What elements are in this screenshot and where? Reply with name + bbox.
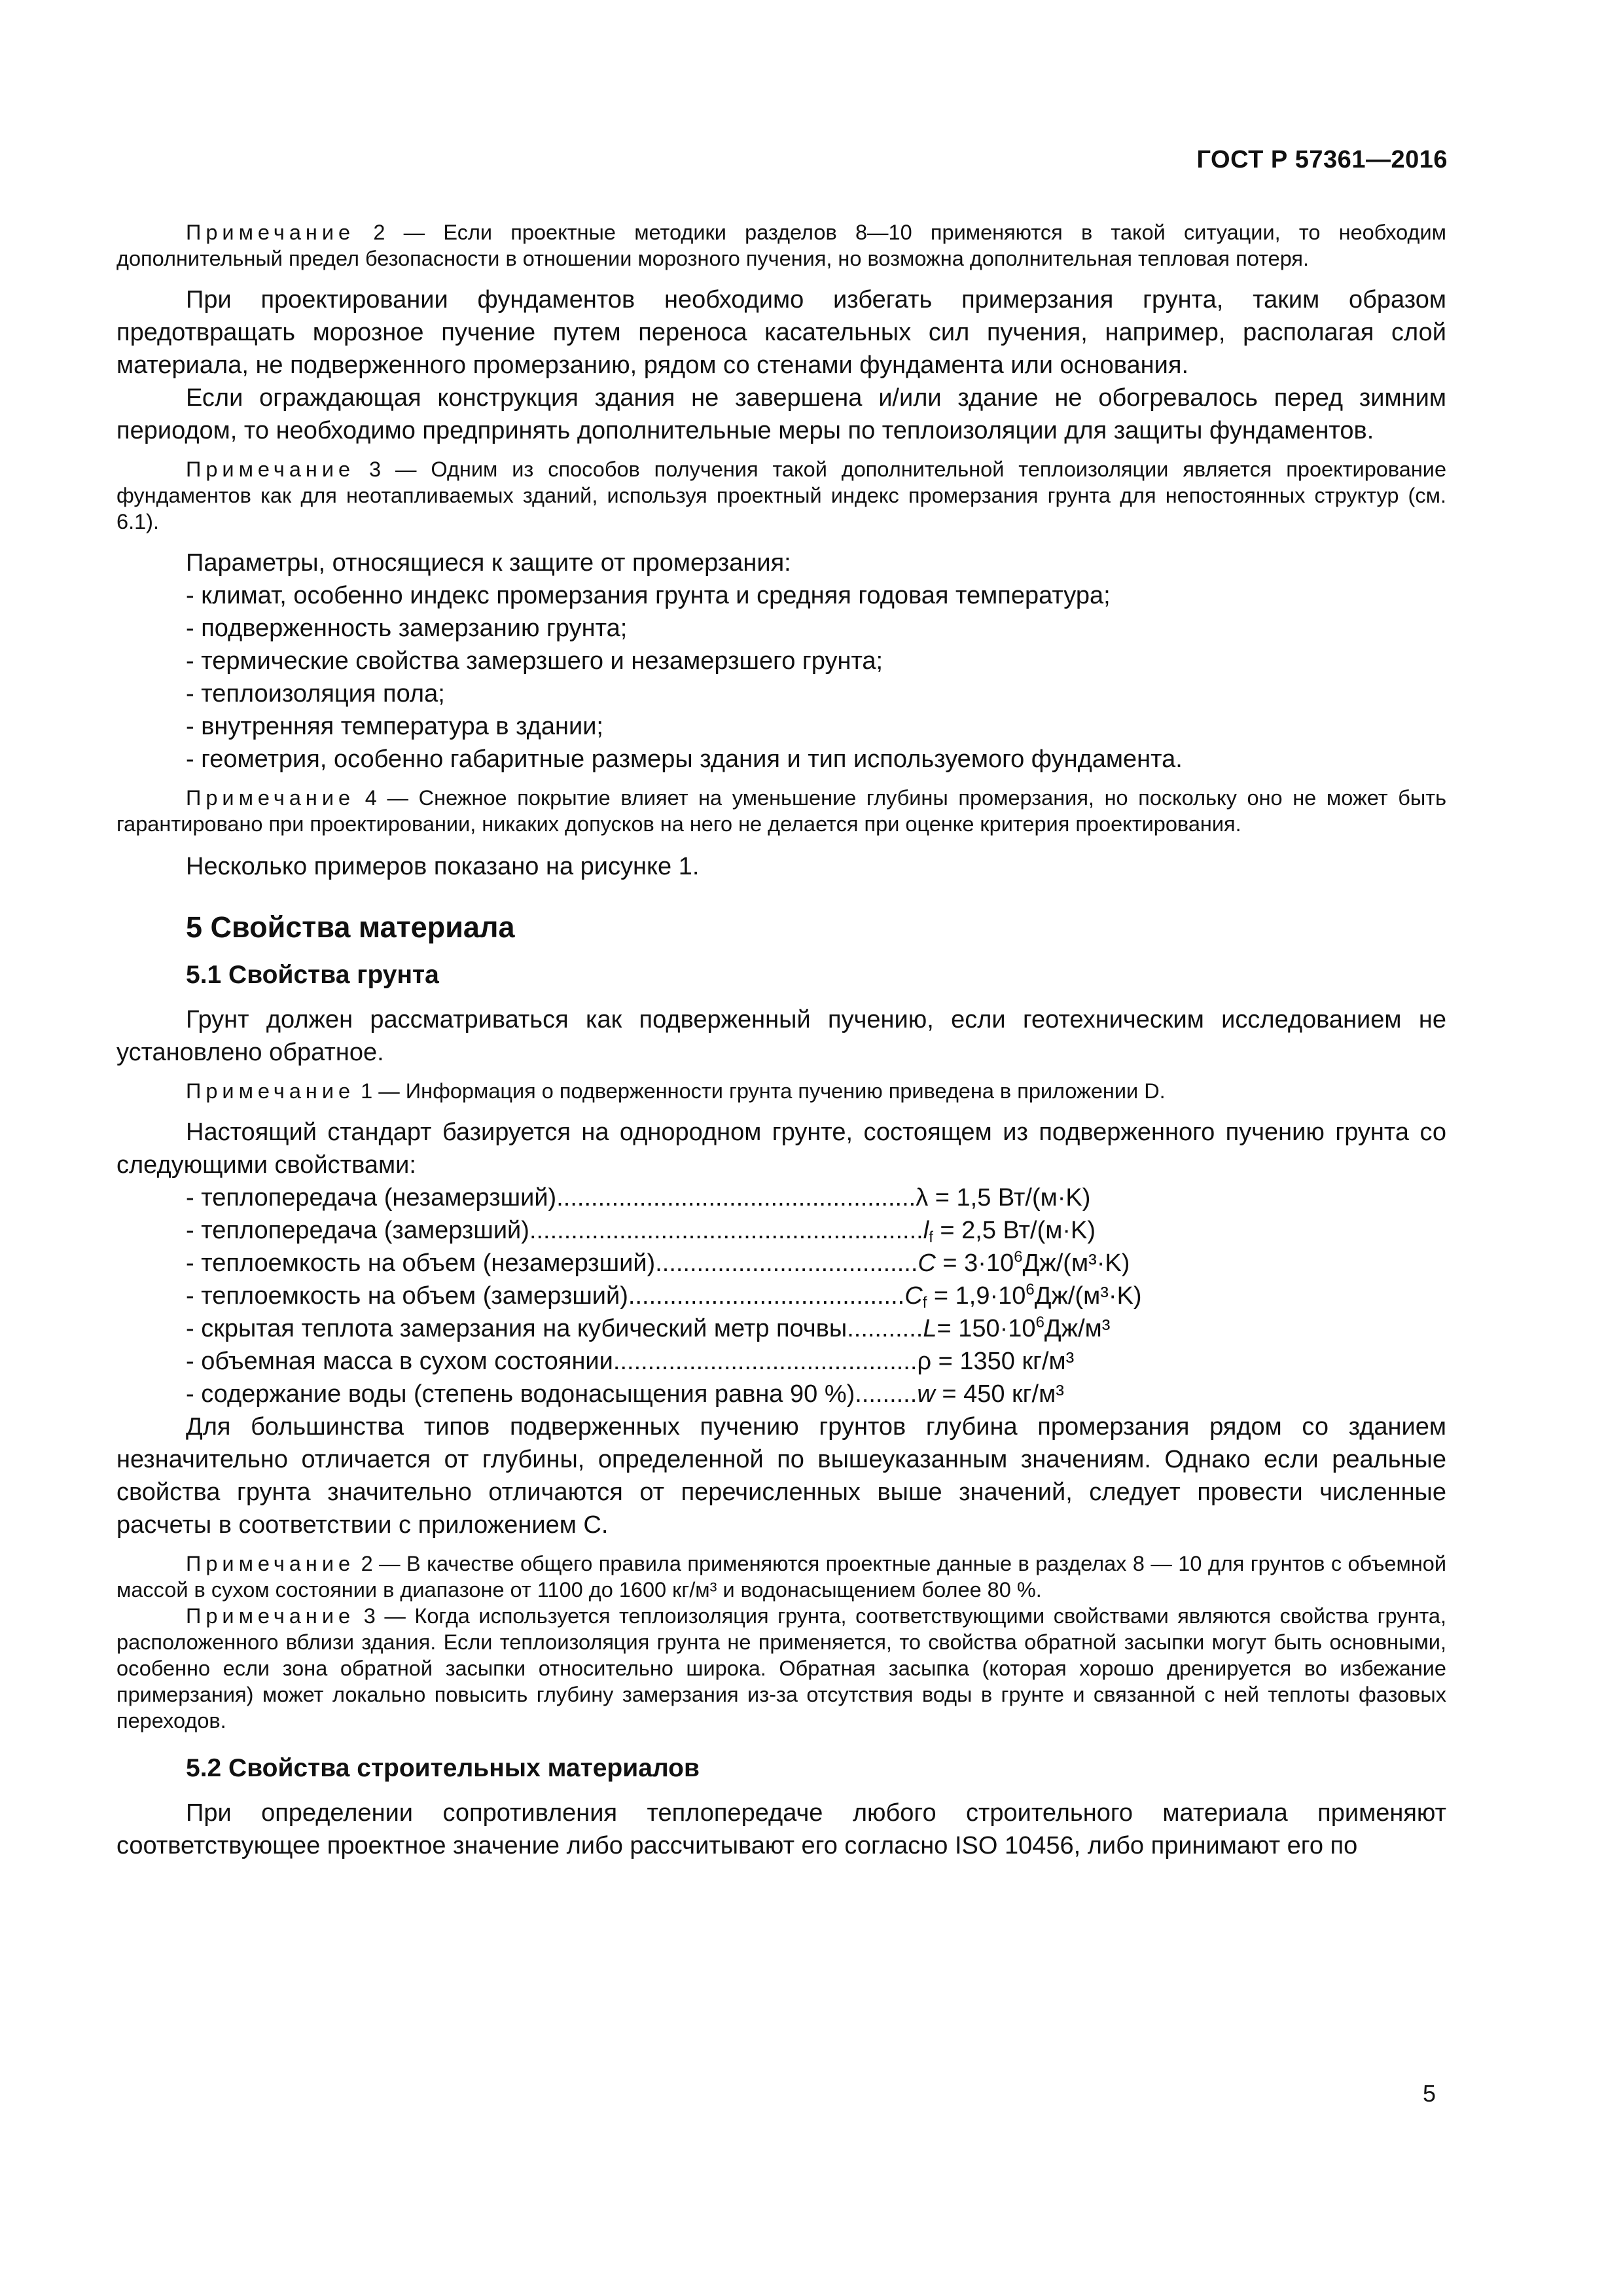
list-item: - термические свойства замерзшего и незамерзшего грунта; <box>186 647 883 675</box>
section-5-title: 5 Свойства материала <box>186 910 515 944</box>
subsection-5-1-title: 5.1 Свойства грунта <box>186 961 439 989</box>
note-number: 2 <box>361 1552 373 1575</box>
paragraph-frost-avoidance: При проектировании фундаментов необходимо избегать примерзания грунта, таким образом предотвращать морозное пучение путем переноса касательных сил пучения, например, располагая слой материала, не подверженного промерзанию, рядом со стенами фундамента или основания. <box>116 286 1446 379</box>
property-label: - содержание воды (степень водонасыщения равна 90 %) <box>186 1380 855 1408</box>
property-row <box>116 1312 1446 1345</box>
note-label: Примечание <box>186 1604 355 1628</box>
property-row <box>116 1214 1446 1247</box>
note-number: 3 <box>369 457 382 481</box>
property-row <box>116 1280 1446 1312</box>
note-4: Примечание 4 — Снежное покрытие влияет на уменьшение глубины промерзания, но поскольку оно не может быть гарантировано при проектировании, никаких допусков на него не делается при оценке критерия проектирования. <box>116 786 1447 836</box>
list-item: - внутренняя температура в здании; <box>186 713 603 740</box>
leader-dots: ...................................... <box>655 1249 918 1277</box>
property-label: - объемная масса в сухом состоянии <box>186 1348 613 1375</box>
note-label: Примечание <box>186 1552 355 1575</box>
property-value: λ = 1,5 Вт/(м·K) <box>916 1184 1091 1211</box>
property-value: $L= 150\cdot 10^6Дж/м^3$ <box>923 1314 1111 1342</box>
note-label: Примечание <box>186 786 355 810</box>
list-item: - подверженность замерзанию грунта; <box>186 615 628 642</box>
note-number: 2 <box>373 221 385 244</box>
paragraph-homogeneous-soil: Настоящий стандарт базируется на однородном грунте, состоящем из подверженного пучению грунта со следующими свойствами: <box>116 1119 1446 1179</box>
property-value: $C_f = 1,9\cdot 10^6Дж/(м^3\cdot K)$ <box>904 1281 1142 1312</box>
document-code: ГОСТ Р 57361—2016 <box>1196 146 1448 173</box>
note-number: 1 <box>361 1079 373 1103</box>
note-text: Снежное покрытие влияет на уменьшение глубины промерзания, но поскольку оно не может быть гарантировано при проектировании, никаких допусков на него не делается при оценке критерия проектирования. <box>116 786 1447 836</box>
page-number: 5 <box>1422 2080 1436 2107</box>
note-number: 3 <box>363 1604 376 1628</box>
parameters-list <box>116 579 1446 776</box>
property-label: - теплопередача (незамерзший) <box>186 1184 557 1211</box>
leader-dots: ............................................ <box>613 1348 918 1375</box>
note-2: Примечание 2 — Если проектные методики разделов 8—10 применяются в такой ситуации, то необходим дополнительный предел безопасности в отношении морозного пучения, но возможна дополнительная тепловая потеря. <box>116 221 1447 270</box>
paragraph-soil-heave: Грунт должен рассматриваться как подверженный пучению, если геотехническим исследованием не установлено обратное. <box>116 1006 1446 1066</box>
property-row <box>116 1247 1446 1280</box>
note-label: Примечание <box>186 221 355 244</box>
paragraph-frost-depth: Для большинства типов подверженных пучению грунтов глубина промерзания рядом со зданием незначительно отличается от глубины, определенной по вышеуказанным значениям. Однако если реальные свойства грунта значительно отличаются от перечисленных выше значений, следует провести численные расчеты в соответствии с приложением C. <box>116 1413 1446 1539</box>
list-item: - геометрия, особенно габаритные размеры здания и тип используемого фундамента. <box>186 745 1183 773</box>
property-label: - теплопередача (замерзший) <box>186 1217 529 1244</box>
note-label: Примечание <box>186 457 355 481</box>
note-text: Одним из способов получения такой дополнительной теплоизоляции является проектирование фундаментов как для неотапливаемых зданий, используя проектный индекс промерзания грунта для непостоянных структур (см. 6.1). <box>116 457 1447 533</box>
note-text: Информация о подверженности грунта пучению приведена в приложении D. <box>405 1079 1166 1103</box>
note-text: Когда используется теплоизоляция грунта, соответствующими свойствами являются свойства грунта, расположенного вблизи здания. Если теплоизоляция грунта не применяется, то свойства обратной засыпки могут быть основными, особенно если зона обратной засыпки относительно широка. Обратная засыпка (которая хорошо дренируется во избежание примерзания) может локально повысить глубину замерзания из-за отсутствия воды в грунте и связанной с ней теплоты фазовых переходов. <box>116 1604 1447 1732</box>
paragraph-examples: Несколько примеров показано на рисунке 1. <box>186 853 700 880</box>
note-3-soil: Примечание 3 — Когда используется теплоизоляция грунта, соответствующими свойствами являются свойства грунта, расположенного вблизи здания. Если теплоизоляция грунта не применяется, то свойства обратной засыпки могут быть основными, особенно если зона обратной засыпки относительно широка. Обратная засыпка (которая хорошо дренируется во избежание примерзания) может локально повысить глубину замерзания из-за отсутствия воды в грунте и связанной с ней теплоты фазовых переходов. <box>116 1604 1447 1732</box>
list-item: - климат, особенно индекс промерзания грунта и средняя годовая температура; <box>186 582 1111 609</box>
list-item: - теплоизоляция пола; <box>186 680 445 708</box>
property-value: $l_f = 2,5$ Вт/(м·K) <box>923 1217 1096 1246</box>
property-label: - скрытая теплота замерзания на кубический метр почвы <box>186 1315 847 1342</box>
parameters-intro: Параметры, относящиеся к защите от промерзания: <box>186 549 791 577</box>
property-row <box>116 1345 1446 1378</box>
property-label: - теплоемкость на объем (незамерзший) <box>186 1249 656 1277</box>
property-label: - теплоемкость на объем (замерзший) <box>186 1282 628 1310</box>
leader-dots: ......... <box>855 1380 918 1408</box>
leader-dots: .................................................... <box>556 1184 916 1211</box>
leader-dots: ........... <box>847 1315 923 1342</box>
note-3: Примечание 3 — Одним из способов получения такой дополнительной теплоизоляции является проектирование фундаментов как для неотапливаемых зданий, используя проектный индекс промерзания грунта для непостоянных структур (см. 6.1). <box>116 457 1447 533</box>
paragraph-building-materials: При определении сопротивления теплопередаче любого строительного материала применяют соответствующее проектное значение либо рассчитывают его согласно ISO 10456, либо принимают его по <box>116 1799 1446 1859</box>
property-row <box>116 1181 1446 1214</box>
note-1: Примечание 1 — Информация о подверженности грунта пучению приведена в приложении D. <box>186 1079 1166 1103</box>
property-value: w = 450 кг/м³ <box>917 1380 1064 1408</box>
note-text: В качестве общего правила применяются проектные данные в разделах 8 — 10 для грунтов с объемной массой в сухом состоянии в диапазоне от 1100 до 1600 кг/м³ и водонасыщением более 80 %. <box>116 1552 1447 1602</box>
note-2-soil: Примечание 2 — В качестве общего правила применяются проектные данные в разделах 8 — 10 для грунтов с объемной массой в сухом состоянии в диапазоне от 1100 до 1600 кг/м³ и водонасыщением более 80 %. <box>116 1552 1447 1602</box>
leader-dots: ......................................................... <box>529 1217 923 1244</box>
page-content <box>116 219 1446 1862</box>
property-value: $C = 3\cdot 10^6Дж/(м^3\cdot K)$ <box>918 1248 1130 1277</box>
property-value: ρ = 1350 кг/м³ <box>917 1348 1075 1375</box>
soil-properties-list <box>116 1181 1446 1410</box>
note-number: 4 <box>365 786 377 810</box>
note-label: Примечание <box>186 1079 355 1103</box>
property-row <box>116 1378 1446 1410</box>
subsection-5-2-title: 5.2 Свойства строительных материалов <box>186 1754 700 1782</box>
paragraph-incomplete-building: Если ограждающая конструкция здания не завершена и/или здание не обогревалось перед зимним периодом, то необходимо предпринять дополнительные меры по теплоизоляции для защиты фундаментов. <box>116 384 1446 444</box>
note-text: Если проектные методики разделов 8—10 применяются в такой ситуации, то необходим дополнительный предел безопасности в отношении морозного пучения, но возможна дополнительная тепловая потеря. <box>116 221 1447 270</box>
leader-dots: ........................................ <box>628 1282 905 1310</box>
